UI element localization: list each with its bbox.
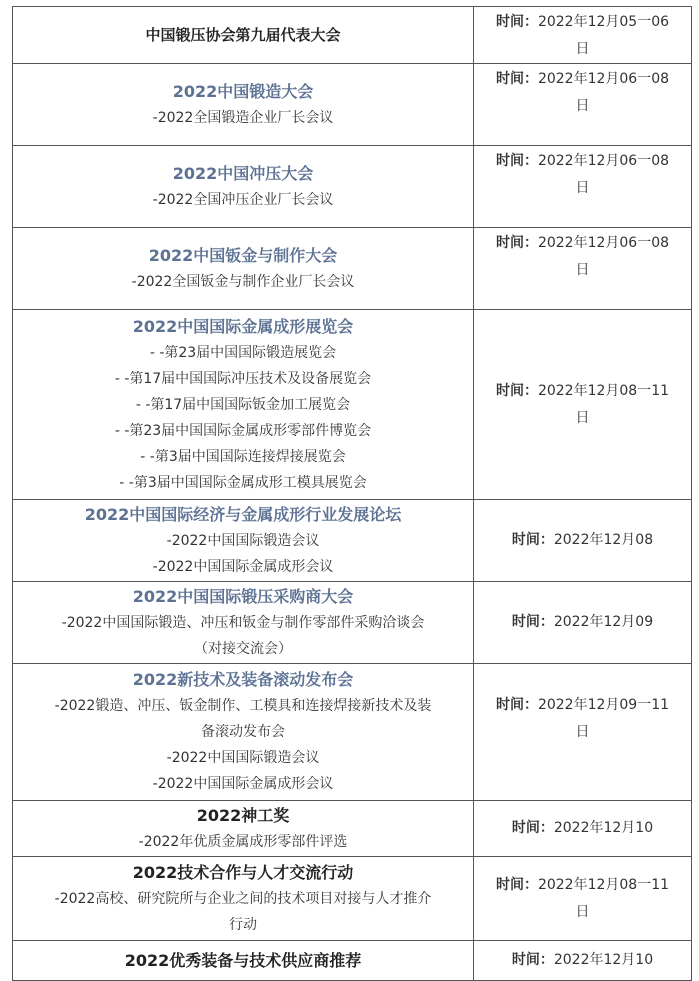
event-cell (13, 941, 474, 981)
event-subtitle: -2022中国国际锻造、冲压和钣金与制作零部件采购洽谈会 (61, 614, 425, 631)
time-value: 2022年12月06一08 (537, 153, 670, 169)
time-label: 时间： (511, 614, 554, 630)
event-title: 2022中国钣金与制作大会 (148, 245, 338, 265)
event-title: 2022中国冲压大会 (172, 163, 314, 183)
time-label: 时间： (511, 820, 554, 836)
time-cell (474, 64, 692, 146)
event-title: 2022新技术及装备滚动发布会 (132, 670, 354, 689)
event-cell (13, 500, 474, 582)
time-cell (474, 857, 692, 941)
event-title: 2022中国国际锻压采购商大会 (132, 586, 354, 606)
event-title: 2022技术合作与人才交流行动 (132, 862, 354, 882)
time-label: 时间： (495, 71, 538, 87)
event-cell (13, 64, 474, 146)
event-cell (13, 310, 474, 500)
table-row (13, 582, 692, 664)
event-subtitle: -2022全国锻造企业厂长会议 (152, 109, 334, 126)
event-subtitle: - -第3届中国国际金属成形工模具展览会 (119, 474, 367, 491)
time-value: 2022年12月08 (553, 532, 654, 548)
event-title: 2022中国锻造大会 (172, 81, 314, 101)
table-row (13, 64, 692, 146)
time-value: 2022年12月09一11 (537, 697, 670, 713)
event-subtitle: 行动 (229, 916, 257, 933)
table-row (13, 801, 692, 857)
table-row (13, 228, 692, 310)
event-schedule-table (12, 6, 692, 981)
event-cell (13, 801, 474, 857)
table-row (13, 310, 692, 500)
event-subtitle: -2022中国国际锻造会议 (166, 750, 320, 766)
table-row (13, 7, 692, 64)
event-subtitle: - -第17届中国国际冲压技术及设备展览会 (114, 370, 372, 387)
event-title: 2022中国国际金属成形展览会 (132, 316, 354, 336)
time-value: 2022年12月06一08 (537, 235, 670, 251)
event-subtitle: - -第3届中国国际连接焊接展览会 (140, 448, 346, 465)
time-label: 时间： (495, 876, 538, 893)
event-subtitle: -2022中国国际锻造会议 (166, 532, 320, 549)
time-cell (474, 941, 692, 981)
table-row (13, 664, 692, 801)
table-row (13, 857, 692, 941)
event-cell (13, 146, 474, 228)
event-subtitle: - -第23届中国国际锻造展览会 (149, 344, 337, 361)
event-cell (13, 582, 474, 664)
time-label: 时间： (495, 697, 538, 713)
time-cell (474, 228, 692, 310)
event-cell (13, 228, 474, 310)
event-subtitle: -2022全国冲压企业厂长会议 (152, 191, 334, 208)
event-cell (13, 857, 474, 941)
time-value: 2022年12月10 (553, 952, 654, 968)
event-subtitle: -2022高校、研究院所与企业之间的技术项目对接与人才推介 (54, 890, 432, 907)
time-value: 2022年12月08一11 (537, 382, 670, 399)
time-value: 2022年12月10 (553, 820, 654, 836)
time-cell (474, 801, 692, 857)
event-subtitle: -2022锻造、冲压、钣金制作、工模具和连接焊接新技术及装 (54, 698, 432, 714)
table-row (13, 146, 692, 228)
event-title: 2022中国国际经济与金属成形行业发展论坛 (84, 504, 402, 524)
time-value-wrap: 日 (575, 41, 590, 57)
event-subtitle: 备滚动发布会 (201, 724, 285, 740)
time-label: 时间： (511, 952, 554, 968)
event-subtitle: -2022全国钣金与制作企业厂长会议 (131, 273, 355, 290)
time-cell (474, 582, 692, 664)
time-value-wrap: 日 (575, 98, 590, 114)
time-cell (474, 500, 692, 582)
time-label: 时间： (511, 532, 554, 548)
event-title: 中国锻压协会第九届代表大会 (145, 26, 341, 44)
time-cell (474, 146, 692, 228)
event-subtitle: -2022中国国际金属成形会议 (152, 558, 334, 575)
time-value-wrap: 日 (575, 903, 590, 920)
table-row (13, 500, 692, 582)
time-value-wrap: 日 (575, 180, 590, 196)
time-value: 2022年12月08一11 (537, 876, 670, 893)
event-cell (13, 7, 474, 64)
time-cell (474, 7, 692, 64)
event-subtitle: -2022年优质金属成形零部件评选 (138, 833, 348, 850)
time-cell (474, 664, 692, 801)
table-row (13, 941, 692, 981)
event-subtitle: -2022中国国际金属成形会议 (152, 776, 334, 792)
time-value: 2022年12月09 (553, 614, 654, 630)
time-label: 时间： (495, 382, 538, 399)
time-value-wrap: 日 (575, 724, 590, 740)
event-title: 2022神工奖 (196, 805, 290, 825)
time-value-wrap: 日 (575, 409, 590, 426)
time-value-wrap: 日 (575, 262, 590, 278)
event-subtitle: - -第17届中国国际钣金加工展览会 (135, 396, 351, 413)
time-label: 时间： (495, 153, 538, 169)
time-value: 2022年12月06一08 (537, 71, 670, 87)
time-label: 时间： (495, 14, 538, 30)
time-value: 2022年12月05一06 (537, 14, 670, 30)
event-subtitle: （对接交流会） (194, 640, 292, 657)
time-label: 时间： (495, 235, 538, 251)
event-cell (13, 664, 474, 801)
time-cell (474, 310, 692, 500)
event-subtitle: - -第23届中国国际金属成形零部件博览会 (114, 422, 372, 439)
event-title: 2022优秀装备与技术供应商推荐 (124, 950, 362, 970)
